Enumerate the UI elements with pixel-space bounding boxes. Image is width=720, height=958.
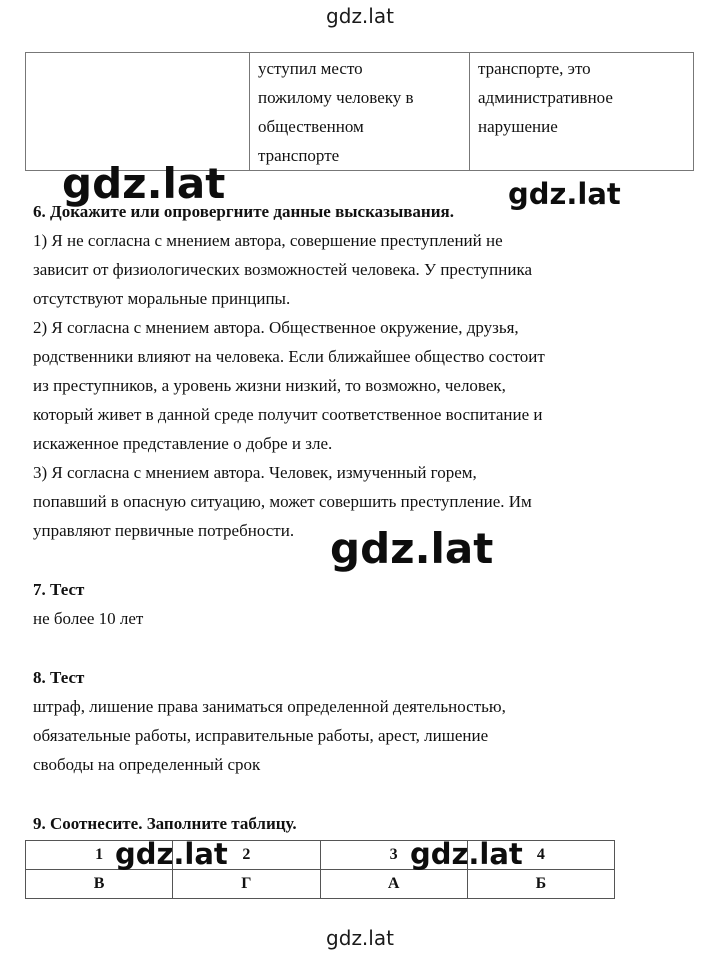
table-cell-number: 2 (173, 841, 320, 870)
answer-line: управляют первичные потребности. (33, 521, 295, 540)
cell-line: транспорте, это (478, 59, 591, 78)
table-cell-number: 3 (320, 841, 467, 870)
answer-line: зависит от физиологических возможностей человека. У преступника (33, 260, 532, 279)
answer-line: искаженное представление о добре и зле. (33, 434, 333, 453)
cell-line: административное (478, 88, 613, 107)
question-6 (33, 197, 673, 545)
question-8-heading: 8. Тест (33, 668, 85, 687)
watermark-overlay: gdz.lat (508, 177, 621, 211)
answer-line: который живет в данной среде получит соответственное воспитание и (33, 405, 543, 424)
table-cell-number: 1 (26, 841, 173, 870)
table-cell-violation (470, 53, 694, 171)
table-cell-action (250, 53, 470, 171)
answer-line: свободы на определенный срок (33, 755, 261, 774)
answer-line: 2) Я согласна с мнением автора. Общественное окружение, друзья, (33, 318, 519, 337)
matching-table (25, 837, 615, 899)
question-8 (33, 663, 673, 779)
table-cell-letter: Б (467, 870, 614, 899)
question-6-heading: 6. Докажите или опровергните данные высказывания. (33, 202, 454, 221)
table-cell-letter: В (26, 870, 173, 899)
watermark-top: gdz.lat (326, 4, 394, 28)
table-cell-letter: А (320, 870, 467, 899)
watermark-overlay: gdz.lat (330, 524, 494, 573)
table-cell-number: 4 (467, 841, 614, 870)
answer-line: родственники влияют на человека. Если ближайшее общество состоит (33, 347, 545, 366)
cell-line: общественном (258, 117, 364, 136)
question-9-heading: 9. Соотнесите. Заполните таблицу. (33, 814, 297, 833)
answer-line: 1) Я не согласна с мнением автора, совершение преступлений не (33, 231, 503, 250)
answer-line: попавший в опасную ситуацию, может совершить преступление. Им (33, 492, 532, 511)
answer-line: штраф, лишение права заниматься определенной деятельностью, (33, 697, 506, 716)
answer-table-top (25, 52, 694, 171)
answer-line: отсутствуют моральные принципы. (33, 289, 291, 308)
question-7 (33, 575, 673, 633)
cell-line: транспорте (258, 146, 340, 165)
answer-line: из преступников, а уровень жизни низкий, то возможно, человек, (33, 376, 506, 395)
cell-line: нарушение (478, 117, 558, 136)
question-7-heading: 7. Тест (33, 580, 85, 599)
cell-line: пожилому человеку в (258, 88, 414, 107)
answer-line: 3) Я согласна с мнением автора. Человек, измученный горем, (33, 463, 477, 482)
answer-line: обязательные работы, исправительные работы, арест, лишение (33, 726, 489, 745)
table-cell-empty (26, 53, 250, 171)
table-cell-letter: Г (173, 870, 320, 899)
watermark-bottom: gdz.lat (326, 926, 394, 950)
watermark-overlay: gdz.lat (62, 159, 226, 208)
cell-line: уступил место (258, 59, 363, 78)
table-row (26, 870, 615, 899)
table-row (26, 841, 615, 870)
watermark-overlay: gdz.lat (115, 837, 228, 871)
answer-line: не более 10 лет (33, 609, 144, 628)
watermark-overlay: gdz.lat (410, 837, 523, 871)
